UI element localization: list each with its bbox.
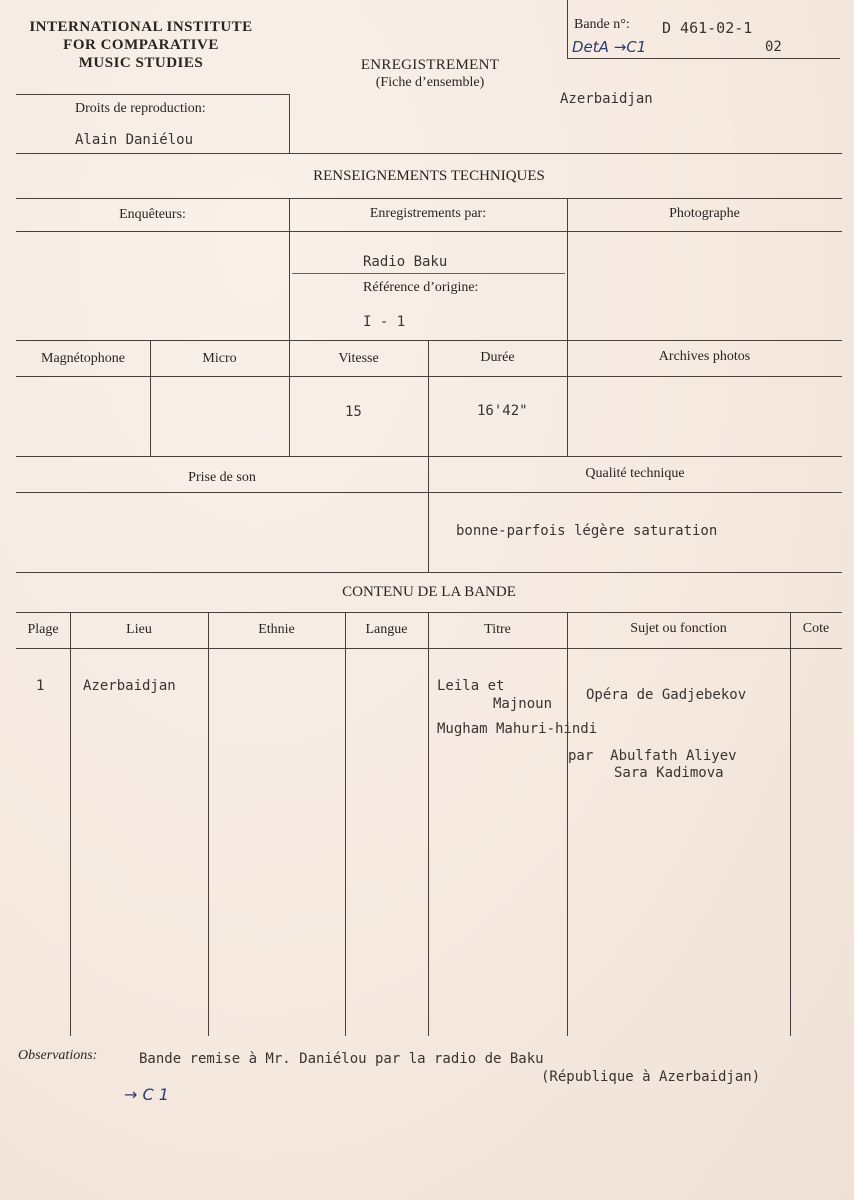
reference-label: Référence d’origine: <box>363 280 479 295</box>
contenu-heading: CONTENU DE LA BANDE <box>342 584 516 600</box>
row-titre-line-2: Majnoun <box>493 696 553 712</box>
observations-line-2: (République à Azerbaidjan) <box>541 1069 761 1085</box>
column-header-langue: Langue <box>365 622 408 637</box>
qualite-value: bonne-parfois légère saturation <box>456 523 718 539</box>
column-header-sujet: Sujet ou fonction <box>630 621 727 636</box>
bande-label: Bande n°: <box>574 17 630 32</box>
reference-value: I - 1 <box>363 314 406 330</box>
vitesse-label: Vitesse <box>338 351 379 366</box>
enqueteurs-label: Enquêteurs: <box>119 207 186 222</box>
institute-line-1: INTERNATIONAL INSTITUTE <box>29 19 253 35</box>
row-plage: 1 <box>36 678 45 694</box>
photographe-label: Photographe <box>669 206 740 221</box>
row-sujet-line-2: par Abulfath Aliyev <box>568 748 737 764</box>
row-lieu: Azerbaidjan <box>83 678 176 694</box>
qualite-label: Qualité technique <box>585 466 685 481</box>
bande-suffix: 02 <box>765 39 782 55</box>
observations-line-1: Bande remise à Mr. Daniélou par la radio de Baku <box>139 1051 544 1067</box>
enregistrements-label: Enregistrements par: <box>369 206 487 221</box>
row-titre-line-3: Mugham Mahuri-hindi <box>437 721 598 737</box>
bande-handwritten-note: DetA →C1 <box>572 38 647 56</box>
duree-label: Durée <box>480 350 515 365</box>
vitesse-value: 15 <box>345 404 362 420</box>
magnetophone-label: Magnétophone <box>41 351 125 366</box>
column-header-plage: Plage <box>27 622 59 637</box>
renseignements-heading: RENSEIGNEMENTS TECHNIQUES <box>313 168 545 184</box>
archives-label: Archives photos <box>658 349 751 364</box>
row-sujet-line-3: Sara Kadimova <box>614 765 724 781</box>
observations-handwritten: → C 1 <box>124 1085 169 1104</box>
column-header-cote: Cote <box>802 621 830 636</box>
droits-label: Droits de reproduction: <box>75 101 206 116</box>
enregistrements-value: Radio Baku <box>363 254 448 270</box>
prise-label: Prise de son <box>188 470 256 485</box>
form-title <box>330 57 530 91</box>
droits-value: Alain Daniélou <box>75 132 194 148</box>
micro-label: Micro <box>202 351 237 366</box>
row-titre-line-1: Leila et <box>437 678 505 694</box>
observations-label: Observations: <box>18 1048 98 1063</box>
institute-line-2: FOR COMPARATIVE <box>63 37 219 53</box>
form-title-sub: (Fiche d’ensemble) <box>375 75 485 90</box>
column-header-titre: Titre <box>484 622 511 637</box>
institute-name <box>10 18 272 72</box>
column-header-lieu: Lieu <box>126 622 152 637</box>
form-title-main: ENREGISTREMENT <box>360 57 500 73</box>
institute-line-3: MUSIC STUDIES <box>78 55 204 71</box>
row-sujet-line-1: Opéra de Gadjebekov <box>586 687 747 703</box>
country-value: Azerbaidjan <box>560 91 653 107</box>
duree-value: 16'42" <box>477 403 528 419</box>
column-header-ethnie: Ethnie <box>258 622 295 637</box>
bande-number: D 461-02-1 <box>662 19 753 37</box>
